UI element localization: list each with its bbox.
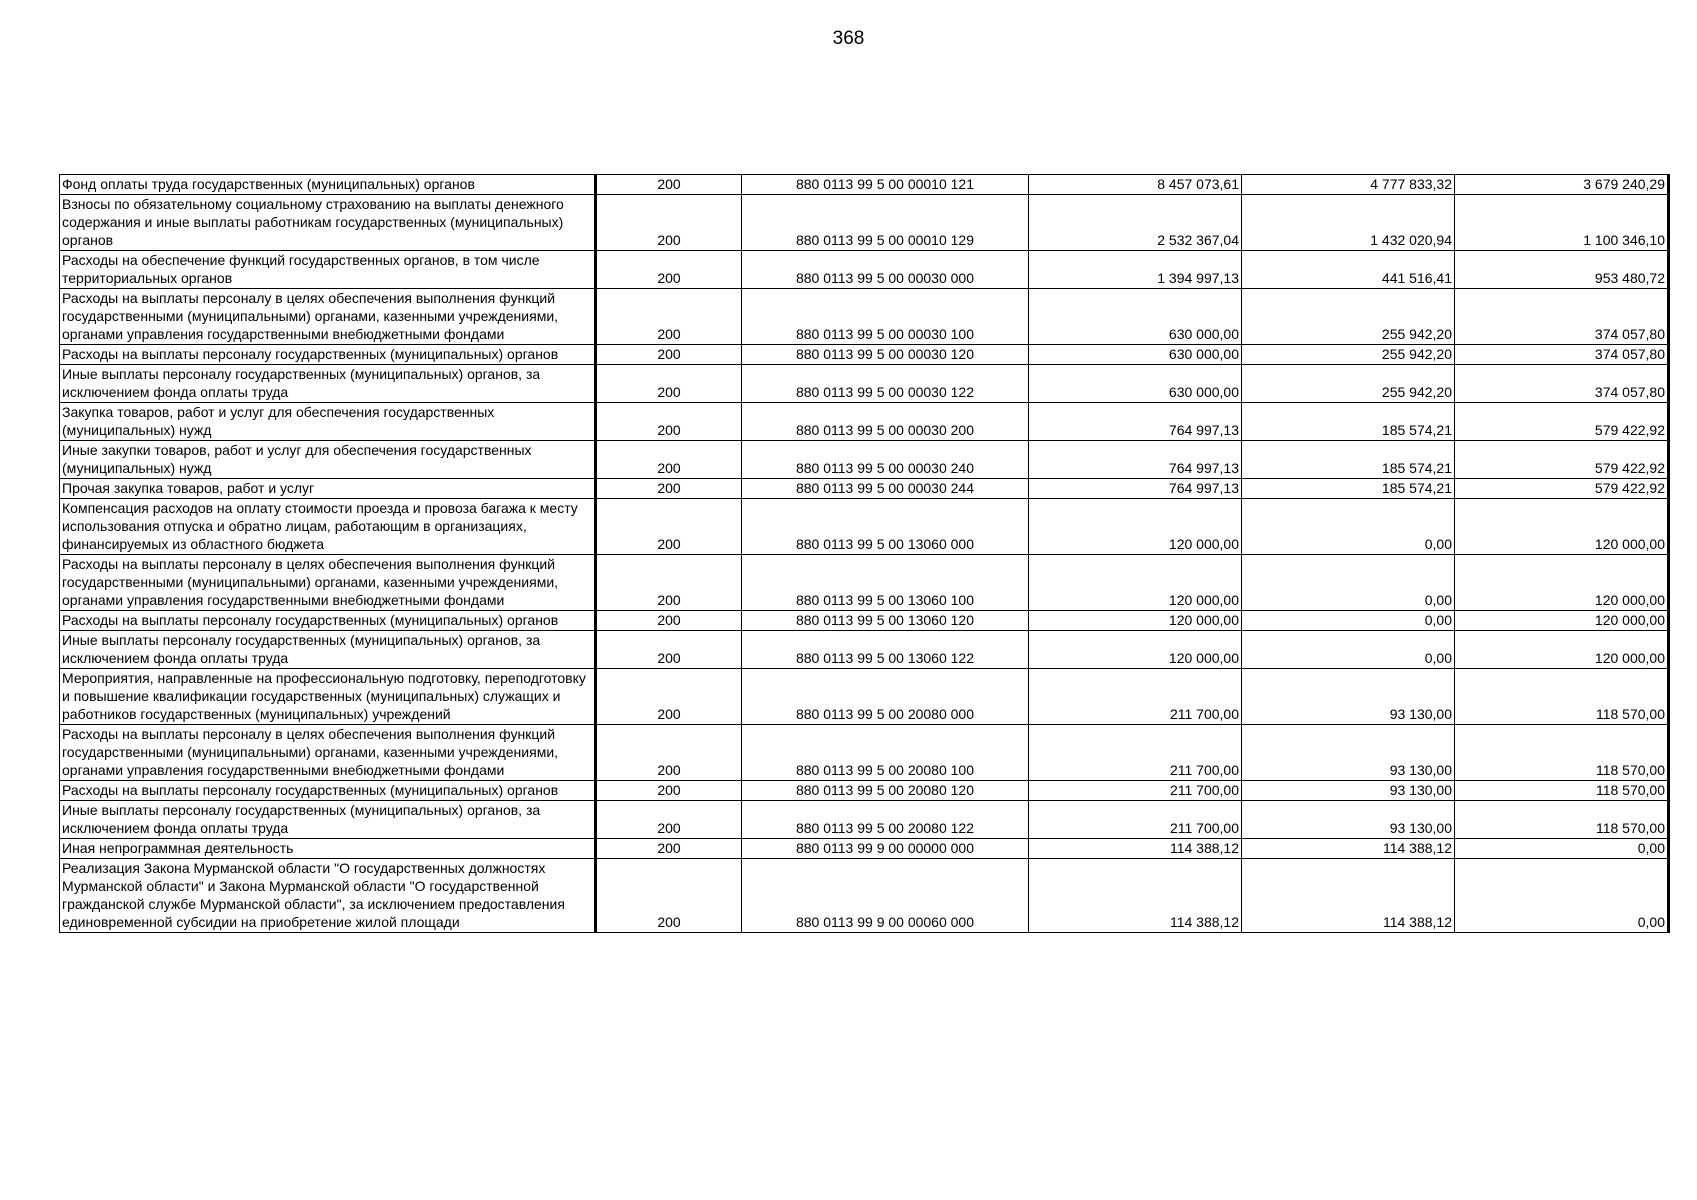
row-executed-cell: 4 777 833,32 xyxy=(1242,175,1455,195)
row-name-cell: Расходы на обеспечение функций государственных органов, в том числе территориальных органов xyxy=(60,251,596,289)
row-unexecuted-cell: 579 422,92 xyxy=(1455,403,1669,441)
row-approved-cell: 764 997,13 xyxy=(1029,403,1242,441)
row-approved-cell: 2 532 367,04 xyxy=(1029,195,1242,251)
row-executed-cell: 185 574,21 xyxy=(1242,479,1455,499)
row-executed-cell: 0,00 xyxy=(1242,611,1455,631)
row-approved-cell: 120 000,00 xyxy=(1029,611,1242,631)
row-approved-cell: 630 000,00 xyxy=(1029,345,1242,365)
row-name-cell: Реализация Закона Мурманской области "О государственных должностях Мурманской области" и Закона Мурманской области "О государственной гражданской службе Мурманской области", за исключением предоставления единовременной субсидии на приобретение жилой площади xyxy=(60,859,596,933)
row-approved-cell: 120 000,00 xyxy=(1029,631,1242,669)
row-unexecuted-cell: 120 000,00 xyxy=(1455,499,1669,555)
row-name-cell: Иные выплаты персоналу государственных (муниципальных) органов, за исключением фонда оплаты труда xyxy=(60,631,596,669)
row-line-code-cell: 200 xyxy=(596,801,742,839)
row-name-cell: Расходы на выплаты персоналу в целях обеспечения выполнения функций государственными (муниципальными) органами, казенными учреждениями, органами управления государственными внебюджетными фондами xyxy=(60,555,596,611)
row-executed-cell: 114 388,12 xyxy=(1242,839,1455,859)
row-approved-cell: 114 388,12 xyxy=(1029,859,1242,933)
row-approved-cell: 630 000,00 xyxy=(1029,365,1242,403)
row-budget-code-cell: 880 0113 99 5 00 00030 200 xyxy=(742,403,1029,441)
row-name-cell: Закупка товаров, работ и услуг для обеспечения государственных (муниципальных) нужд xyxy=(60,403,596,441)
row-budget-code-cell: 880 0113 99 5 00 20080 120 xyxy=(742,781,1029,801)
table-row xyxy=(60,669,1669,725)
row-approved-cell: 120 000,00 xyxy=(1029,555,1242,611)
row-unexecuted-cell: 118 570,00 xyxy=(1455,669,1669,725)
row-unexecuted-cell: 120 000,00 xyxy=(1455,631,1669,669)
row-budget-code-cell: 880 0113 99 5 00 00030 240 xyxy=(742,441,1029,479)
row-name-cell: Иные выплаты персоналу государственных (муниципальных) органов, за исключением фонда оплаты труда xyxy=(60,801,596,839)
row-approved-cell: 8 457 073,61 xyxy=(1029,175,1242,195)
row-budget-code-cell: 880 0113 99 5 00 00030 244 xyxy=(742,479,1029,499)
row-name-cell: Расходы на выплаты персоналу в целях обеспечения выполнения функций государственными (муниципальными) органами, казенными учреждениями, органами управления государственными внебюджетными фондами xyxy=(60,289,596,345)
table-row xyxy=(60,289,1669,345)
row-approved-cell: 630 000,00 xyxy=(1029,289,1242,345)
row-name-cell: Иные закупки товаров, работ и услуг для обеспечения государственных (муниципальных) нужд xyxy=(60,441,596,479)
row-name-cell: Расходы на выплаты персоналу государственных (муниципальных) органов xyxy=(60,345,596,365)
budget-execution-table xyxy=(59,174,1670,933)
row-line-code-cell: 200 xyxy=(596,345,742,365)
table-row xyxy=(60,555,1669,611)
row-budget-code-cell: 880 0113 99 5 00 13060 100 xyxy=(742,555,1029,611)
row-unexecuted-cell: 3 679 240,29 xyxy=(1455,175,1669,195)
row-executed-cell: 441 516,41 xyxy=(1242,251,1455,289)
row-executed-cell: 93 130,00 xyxy=(1242,725,1455,781)
row-name-cell: Расходы на выплаты персоналу государственных (муниципальных) органов xyxy=(60,611,596,631)
row-executed-cell: 0,00 xyxy=(1242,555,1455,611)
row-unexecuted-cell: 0,00 xyxy=(1455,839,1669,859)
row-approved-cell: 211 700,00 xyxy=(1029,725,1242,781)
table-row xyxy=(60,365,1669,403)
row-unexecuted-cell: 118 570,00 xyxy=(1455,725,1669,781)
row-name-cell: Мероприятия, направленные на профессиональную подготовку, переподготовку и повышение квалификации государственных (муниципальных) служащих и работников государственных (муниципальных) учреждений xyxy=(60,669,596,725)
row-line-code-cell: 200 xyxy=(596,499,742,555)
row-budget-code-cell: 880 0113 99 5 00 20080 122 xyxy=(742,801,1029,839)
row-approved-cell: 764 997,13 xyxy=(1029,479,1242,499)
row-approved-cell: 120 000,00 xyxy=(1029,499,1242,555)
row-approved-cell: 211 700,00 xyxy=(1029,781,1242,801)
row-line-code-cell: 200 xyxy=(596,611,742,631)
row-line-code-cell: 200 xyxy=(596,365,742,403)
row-executed-cell: 185 574,21 xyxy=(1242,403,1455,441)
row-approved-cell: 114 388,12 xyxy=(1029,839,1242,859)
table-row xyxy=(60,611,1669,631)
row-name-cell: Расходы на выплаты персоналу государственных (муниципальных) органов xyxy=(60,781,596,801)
table-row xyxy=(60,499,1669,555)
row-name-cell: Взносы по обязательному социальному страхованию на выплаты денежного содержания и иные выплаты работникам государственных (муниципальных) органов xyxy=(60,195,596,251)
row-executed-cell: 0,00 xyxy=(1242,631,1455,669)
row-executed-cell: 93 130,00 xyxy=(1242,801,1455,839)
row-budget-code-cell: 880 0113 99 5 00 00010 121 xyxy=(742,175,1029,195)
row-line-code-cell: 200 xyxy=(596,175,742,195)
row-budget-code-cell: 880 0113 99 5 00 13060 000 xyxy=(742,499,1029,555)
table-row xyxy=(60,403,1669,441)
row-line-code-cell: 200 xyxy=(596,859,742,933)
table-row xyxy=(60,175,1669,195)
row-executed-cell: 114 388,12 xyxy=(1242,859,1455,933)
row-budget-code-cell: 880 0113 99 5 00 20080 100 xyxy=(742,725,1029,781)
row-line-code-cell: 200 xyxy=(596,839,742,859)
table-row xyxy=(60,441,1669,479)
row-name-cell: Иная непрограммная деятельность xyxy=(60,839,596,859)
page-number: 368 xyxy=(832,28,865,49)
row-budget-code-cell: 880 0113 99 5 00 20080 000 xyxy=(742,669,1029,725)
row-executed-cell: 255 942,20 xyxy=(1242,289,1455,345)
row-name-cell: Фонд оплаты труда государственных (муниципальных) органов xyxy=(60,175,596,195)
row-executed-cell: 0,00 xyxy=(1242,499,1455,555)
table-row xyxy=(60,631,1669,669)
row-executed-cell: 93 130,00 xyxy=(1242,781,1455,801)
row-unexecuted-cell: 0,00 xyxy=(1455,859,1669,933)
row-budget-code-cell: 880 0113 99 5 00 00010 129 xyxy=(742,195,1029,251)
row-executed-cell: 255 942,20 xyxy=(1242,365,1455,403)
row-approved-cell: 1 394 997,13 xyxy=(1029,251,1242,289)
row-unexecuted-cell: 1 100 346,10 xyxy=(1455,195,1669,251)
table-row xyxy=(60,839,1669,859)
row-budget-code-cell: 880 0113 99 5 00 00030 000 xyxy=(742,251,1029,289)
table-row xyxy=(60,801,1669,839)
table-row xyxy=(60,859,1669,933)
row-budget-code-cell: 880 0113 99 5 00 00030 100 xyxy=(742,289,1029,345)
table-row xyxy=(60,251,1669,289)
row-line-code-cell: 200 xyxy=(596,441,742,479)
row-unexecuted-cell: 120 000,00 xyxy=(1455,611,1669,631)
row-name-cell: Иные выплаты персоналу государственных (муниципальных) органов, за исключением фонда оплаты труда xyxy=(60,365,596,403)
row-name-cell: Компенсация расходов на оплату стоимости проезда и провоза багажа к месту использования отпуска и обратно лицам, работающим в организациях, финансируемых из областного бюджета xyxy=(60,499,596,555)
table-row xyxy=(60,195,1669,251)
row-unexecuted-cell: 374 057,80 xyxy=(1455,345,1669,365)
row-budget-code-cell: 880 0113 99 5 00 13060 122 xyxy=(742,631,1029,669)
row-unexecuted-cell: 579 422,92 xyxy=(1455,441,1669,479)
row-line-code-cell: 200 xyxy=(596,631,742,669)
row-executed-cell: 185 574,21 xyxy=(1242,441,1455,479)
row-name-cell: Расходы на выплаты персоналу в целях обеспечения выполнения функций государственными (муниципальными) органами, казенными учреждениями, органами управления государственными внебюджетными фондами xyxy=(60,725,596,781)
row-line-code-cell: 200 xyxy=(596,725,742,781)
row-line-code-cell: 200 xyxy=(596,289,742,345)
table-row xyxy=(60,479,1669,499)
row-executed-cell: 1 432 020,94 xyxy=(1242,195,1455,251)
row-line-code-cell: 200 xyxy=(596,669,742,725)
row-unexecuted-cell: 579 422,92 xyxy=(1455,479,1669,499)
row-executed-cell: 255 942,20 xyxy=(1242,345,1455,365)
row-line-code-cell: 200 xyxy=(596,195,742,251)
row-line-code-cell: 200 xyxy=(596,251,742,289)
row-unexecuted-cell: 953 480,72 xyxy=(1455,251,1669,289)
row-unexecuted-cell: 374 057,80 xyxy=(1455,365,1669,403)
row-budget-code-cell: 880 0113 99 9 00 00000 000 xyxy=(742,839,1029,859)
table-row xyxy=(60,725,1669,781)
row-line-code-cell: 200 xyxy=(596,555,742,611)
row-name-cell: Прочая закупка товаров, работ и услуг xyxy=(60,479,596,499)
row-line-code-cell: 200 xyxy=(596,781,742,801)
row-approved-cell: 764 997,13 xyxy=(1029,441,1242,479)
row-executed-cell: 93 130,00 xyxy=(1242,669,1455,725)
table-row xyxy=(60,781,1669,801)
row-unexecuted-cell: 118 570,00 xyxy=(1455,801,1669,839)
row-budget-code-cell: 880 0113 99 5 00 13060 120 xyxy=(742,611,1029,631)
table-row xyxy=(60,345,1669,365)
row-line-code-cell: 200 xyxy=(596,403,742,441)
row-line-code-cell: 200 xyxy=(596,479,742,499)
table-body xyxy=(60,175,1669,933)
row-approved-cell: 211 700,00 xyxy=(1029,801,1242,839)
row-budget-code-cell: 880 0113 99 5 00 00030 122 xyxy=(742,365,1029,403)
row-approved-cell: 211 700,00 xyxy=(1029,669,1242,725)
row-unexecuted-cell: 120 000,00 xyxy=(1455,555,1669,611)
row-budget-code-cell: 880 0113 99 5 00 00030 120 xyxy=(742,345,1029,365)
row-unexecuted-cell: 374 057,80 xyxy=(1455,289,1669,345)
row-unexecuted-cell: 118 570,00 xyxy=(1455,781,1669,801)
row-budget-code-cell: 880 0113 99 9 00 00060 000 xyxy=(742,859,1029,933)
